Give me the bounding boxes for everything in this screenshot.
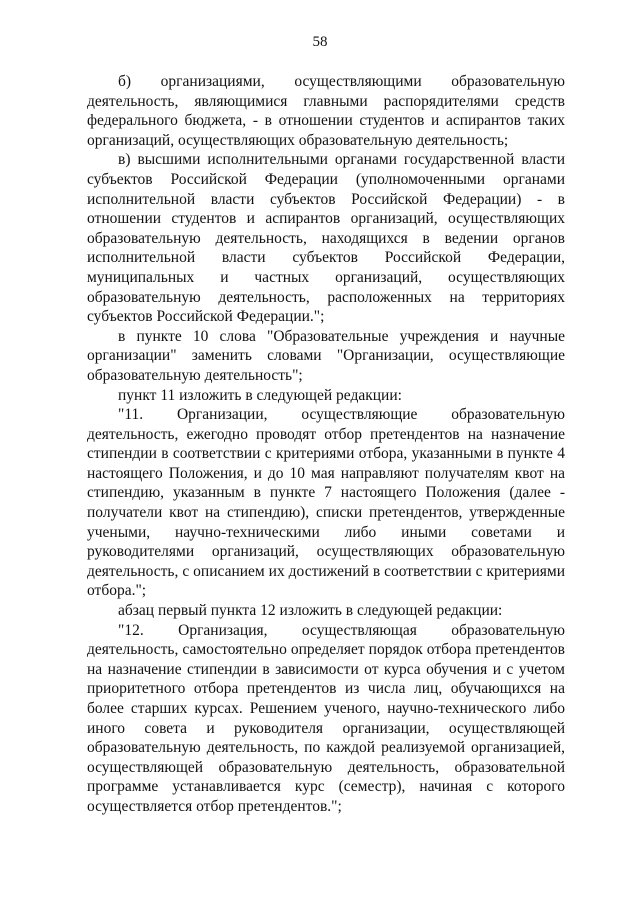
document-body <box>87 72 565 817</box>
page-number: 58 <box>312 34 328 50</box>
paragraph-b-organizations: б) организациями, осуществляющими образовательную деятельность, являющимися главными распорядителями средств федерального бюджета, - в отношении студентов и аспирантов таких организаций, осуществляющих образовательную деятельность; <box>87 73 565 149</box>
paragraph-point-10-amendment: в пункте 10 слова "Образовательные учреждения и научные организации" заменить словами "Организации, осуществляющие образовательную деятельность"; <box>87 327 565 384</box>
paragraph-point-12-text: "12. Организация, осуществляющая образовательную деятельность, самостоятельно определяет порядок отбора претендентов на назначение стипендии в зависимости от курса обучения и с учетом приоритетного отбора претендентов из числа лиц, обучающихся на более старших курсах. Решением ученого, научно-технического либо иного совета и руководителя организации, осуществляющей образовательную деятельность, по каждой реализуемой организацией, осуществляющей образовательную деятельность, образовательной программе устанавливается курс (семестр), начиная с которого осуществляется отбор претендентов."; <box>87 621 565 815</box>
paragraph-v-executive-bodies: в) высшими исполнительными органами государственной власти субъектов Российской Федерации (уполномоченными органами исполнительной власти субъектов Российской Федерации) - в отношении студентов и аспирантов организаций, осуществляющих образовательную деятельность, находящихся в ведении органов исполнительной власти субъектов Российской Федерации, муниципальных и частных организаций, осуществляющих образовательную деятельность, расположенных на территориях субъектов Российской Федерации."; <box>87 151 565 326</box>
paragraph-point-11-text: "11. Организации, осуществляющие образовательную деятельность, ежегодно проводят отбор претендентов на назначение стипендии в соответствии с критериями отбора, указанными в пункте 4 настоящего Положения, и до 10 мая направляют получателям квот на стипендию, указанным в пункте 7 настоящего Положения (далее - получатели квот на стипендию), списки претендентов, утвержденные учеными, научно-техническими либо иными советами и руководителями организаций, осуществляющих образовательную деятельность, с описанием их достижений в соответствии с критериями отбора."; <box>87 406 565 600</box>
paragraph-point-11-intro: пункт 11 изложить в следующей редакции: <box>118 386 402 404</box>
paragraph-point-12-intro: абзац первый пункта 12 изложить в следующей редакции: <box>118 602 503 620</box>
